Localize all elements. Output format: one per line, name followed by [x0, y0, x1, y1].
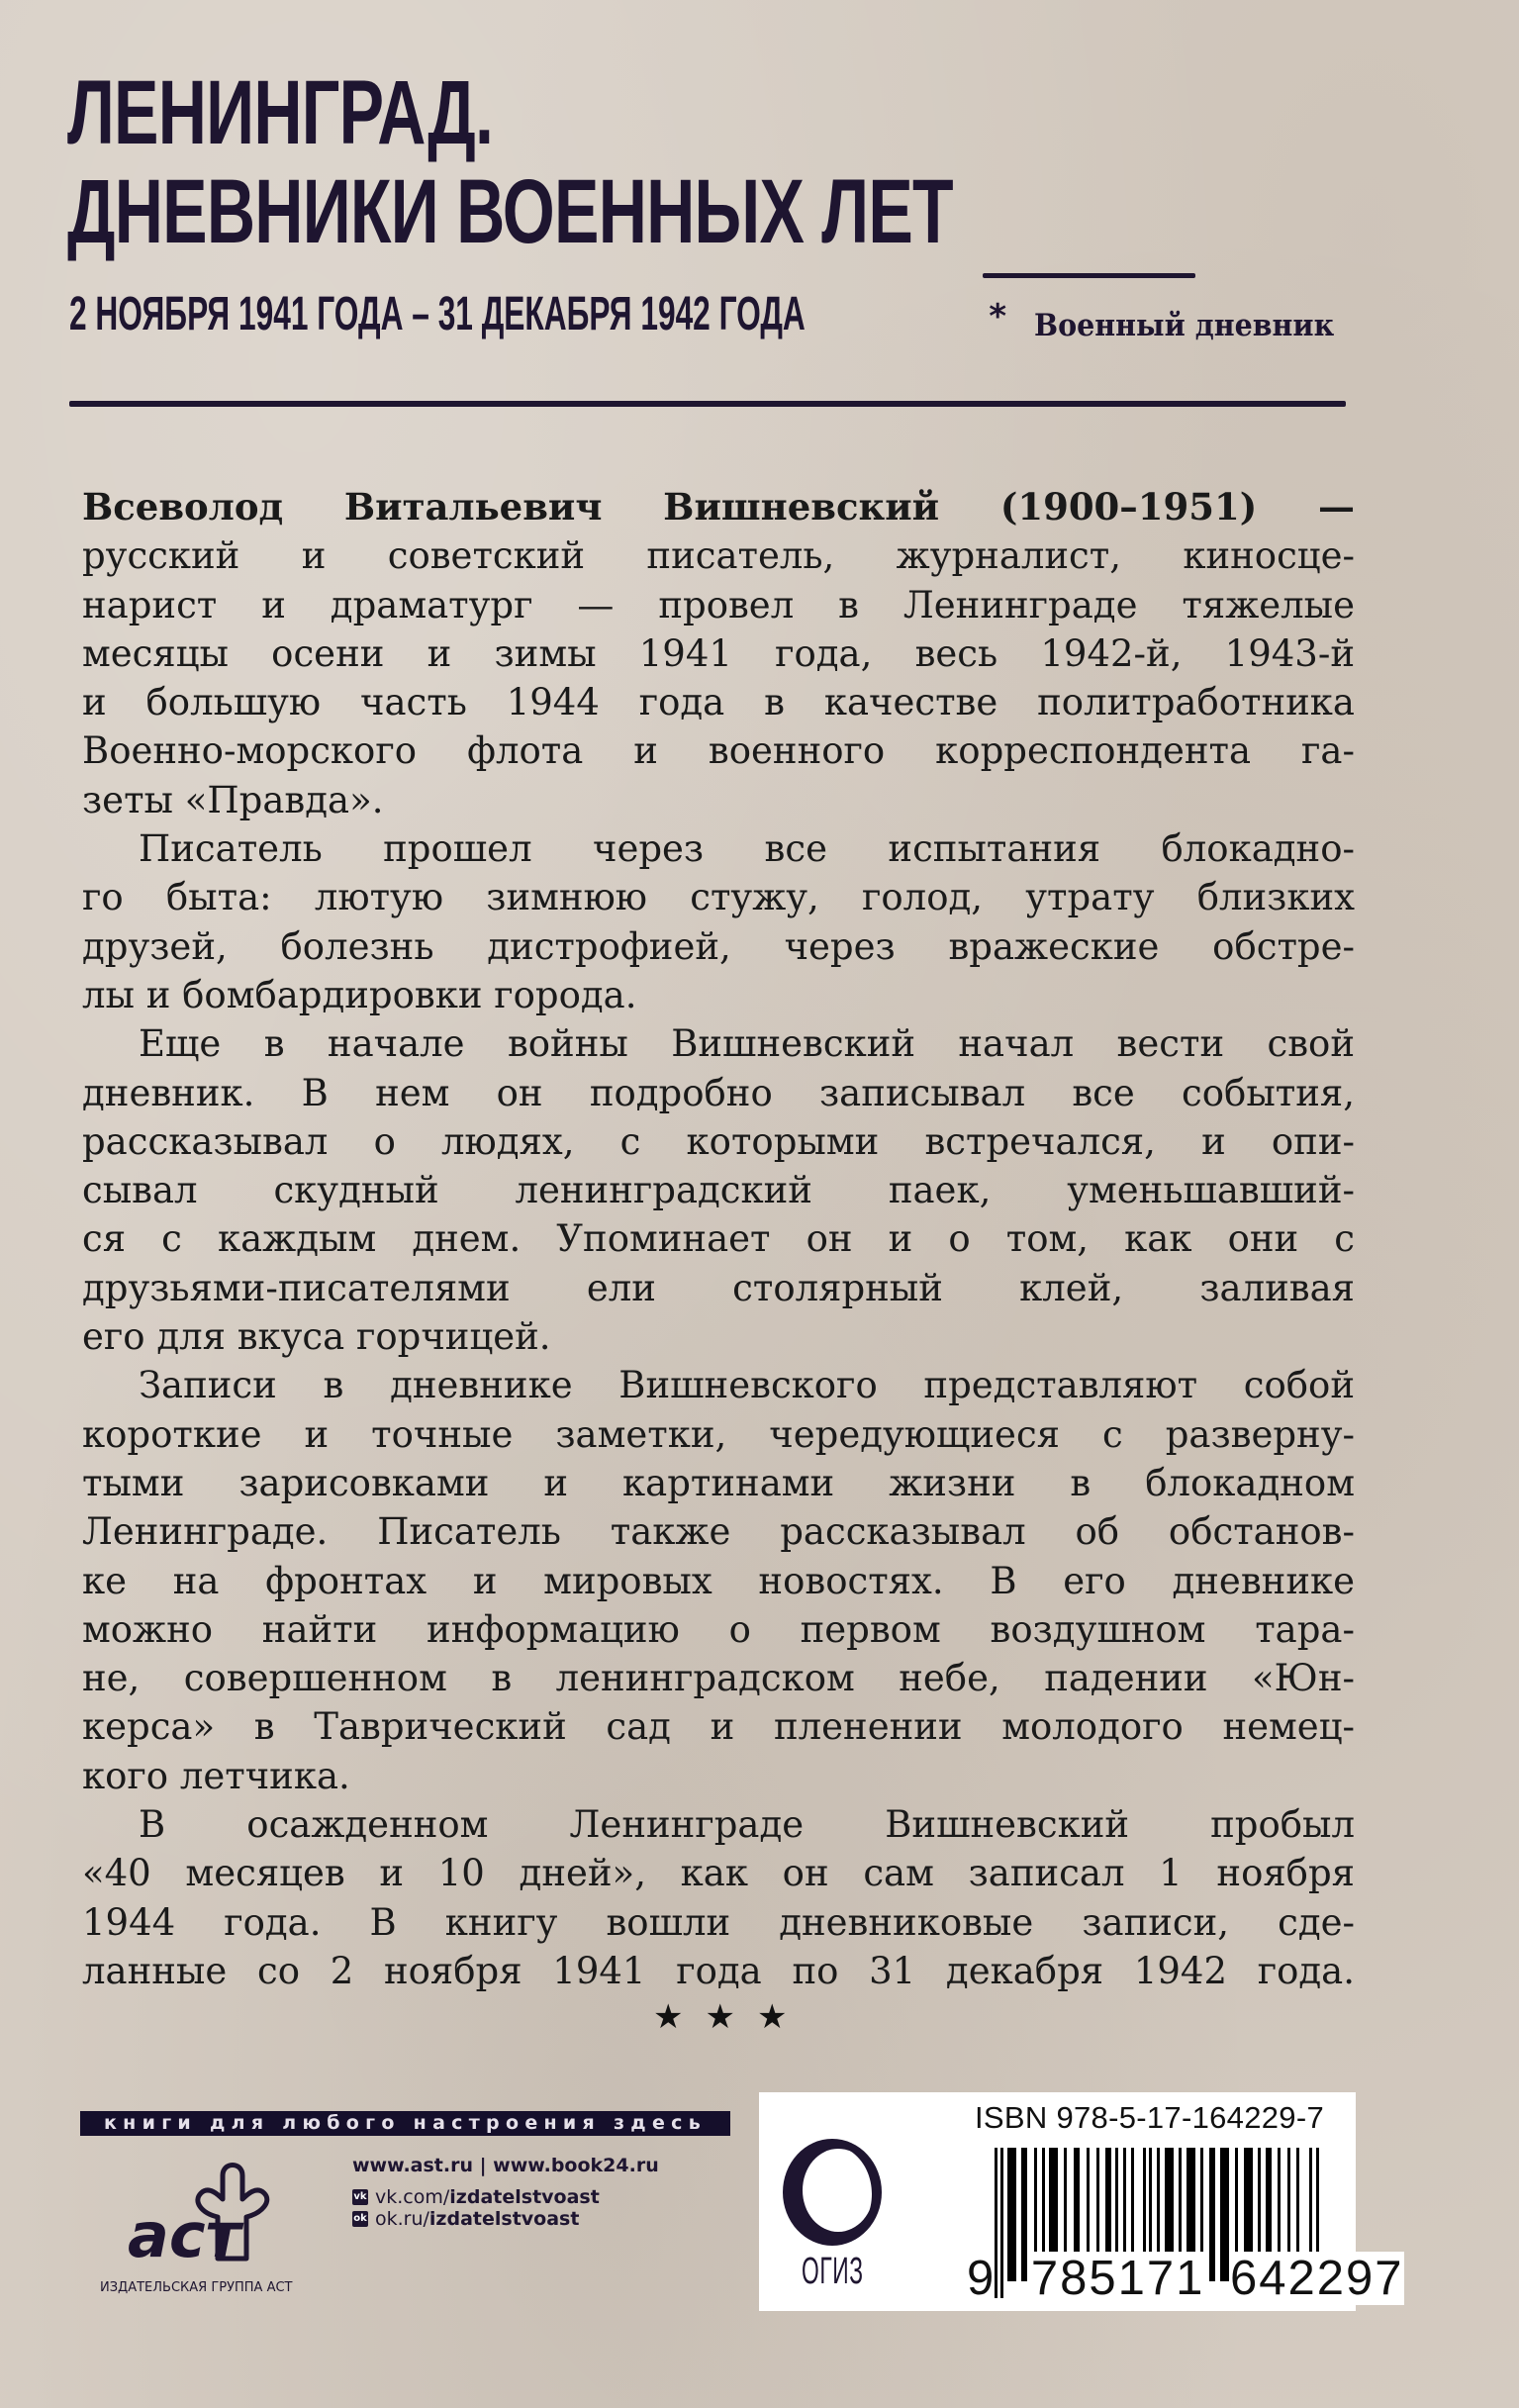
text-line: русский и советский писатель, журналист, киносце-	[82, 534, 1355, 578]
asterisk-icon: *	[988, 297, 1008, 337]
text-line: зеты «Правда».	[82, 778, 384, 821]
odnoklassniki-icon: ok	[352, 2211, 368, 2227]
text-line: го быта: лютую зимнюю стужу, голод, утрату близких	[82, 876, 1355, 919]
text-line: 1944 года. В книгу вошли дневниковые записи, сде-	[82, 1900, 1355, 1944]
text-line: месяцы осени и зимы 1941 года, весь 1942-й, 1943-й	[82, 631, 1355, 675]
publisher-group-name: ИЗДАТЕЛЬСКАЯ ГРУППА АСТ	[100, 2280, 293, 2295]
text-line: короткие и точные заметки, чередующиеся с разверну-	[82, 1412, 1355, 1456]
text-line: В осажденном Ленинграде Вишневский пробыл	[139, 1803, 1355, 1847]
website-links[interactable]: www.ast.ru | www.book24.ru	[352, 2155, 659, 2176]
ast-logo-icon	[124, 2156, 272, 2264]
text-line: друзей, болезнь дистрофией, через вражеские обстре-	[82, 924, 1355, 968]
ok-handle: izdatelstvoast	[428, 2208, 580, 2230]
ok-link[interactable]	[352, 2208, 659, 2230]
date-range: 2 НОЯБРЯ 1941 ГОДА – 31 ДЕКАБРЯ 1942 ГОДА	[69, 288, 806, 340]
paragraph-2	[82, 824, 1355, 1019]
isbn-number: ISBN 978-5-17-164229-7	[975, 2100, 1324, 2135]
text-line: Еще в начале войны Вишневский начал вести свой	[139, 1022, 1355, 1066]
ean-first-digit: 9	[967, 2252, 995, 2305]
text-line: Военно-морского флота и военного корреспондента га-	[82, 729, 1355, 773]
text-line: Записи в дневнике Вишневского представляют собой	[139, 1364, 1355, 1407]
vk-prefix: vk.com/	[375, 2186, 450, 2208]
book-title-line-1: ЛЕНИНГРАД.	[67, 62, 494, 163]
publisher-slogan-band: книги для любого настроения здесь	[80, 2111, 730, 2136]
imprint-name: ОГИЗ	[802, 2251, 864, 2292]
publisher-links	[352, 2155, 659, 2230]
annotation-text	[82, 483, 1355, 1995]
book-title-line-2: ДНЕВНИКИ ВОЕННЫХ ЛЕТ	[67, 161, 953, 262]
text-line: нарист и драматург — провел в Ленинграде тяжелые	[82, 583, 1355, 626]
text-line: его для вкуса горчицей.	[82, 1315, 551, 1359]
author-lead: Всеволод Витальевич Вишневский (1900–1951) —	[82, 485, 1355, 529]
text-line: дневник. В нем он подробно записывал все события,	[82, 1071, 1355, 1114]
isbn-block	[759, 2092, 1404, 2311]
text-line: тыми зарисовками и картинами жизни в блокадном	[82, 1461, 1355, 1504]
ean-right-group: 642297	[1230, 2252, 1404, 2305]
text-line: ке на фронтах и мировых новостях. В его дневнике	[82, 1559, 1355, 1602]
vk-link[interactable]	[352, 2186, 659, 2208]
text-line: кого летчика.	[82, 1754, 350, 1797]
text-line: можно найти информацию о первом воздушном тара-	[82, 1607, 1355, 1651]
vk-icon: vk	[352, 2189, 368, 2205]
paragraph-1	[82, 483, 1355, 824]
text-line: сывал скудный ленинградский паек, уменьшавший-	[82, 1169, 1355, 1212]
text-line: не, совершенном в ленинградском небе, падении «Юн-	[82, 1657, 1355, 1700]
star-separator-icon: ★★★	[653, 1997, 809, 2037]
text-line: керса» в Таврический сад и пленении молодого немец-	[82, 1705, 1355, 1749]
ean-digits	[967, 2251, 1404, 2306]
ok-prefix: ok.ru/	[375, 2208, 429, 2230]
text-line: Писатель прошел через все испытания блокадно-	[139, 827, 1355, 871]
text-line: лы и бомбардировки города.	[82, 973, 637, 1016]
text-line: Ленинграде. Писатель также рассказывал об обстанов-	[82, 1510, 1355, 1554]
text-line: друзьями-писателями ели столярный клей, заливая	[82, 1266, 1355, 1309]
svg-text:аст: аст	[128, 2199, 241, 2264]
text-line: рассказывал о людях, с которыми встречался, и опи-	[82, 1119, 1355, 1163]
series-name: Военный дневник	[1034, 308, 1335, 343]
ean-left-group: 785171	[1030, 2252, 1205, 2305]
text-line: «40 месяцев и 10 дней», как он сам записал 1 ноября	[82, 1852, 1355, 1895]
paragraph-3	[82, 1019, 1355, 1361]
paragraph-5	[82, 1800, 1355, 1995]
text-line: и большую часть 1944 года в качестве политработника	[82, 681, 1355, 724]
text-line: ланные со 2 ноября 1941 года по 31 декабря 1942 года.	[82, 1949, 1355, 1992]
ogiz-logo-icon	[781, 2137, 892, 2248]
vk-handle: izdatelstvoast	[449, 2186, 600, 2208]
header-short-rule	[983, 273, 1195, 278]
header-divider	[69, 401, 1346, 407]
text-line: ся с каждым днем. Упоминает он и о том, как они с	[82, 1217, 1355, 1261]
paragraph-4	[82, 1361, 1355, 1800]
